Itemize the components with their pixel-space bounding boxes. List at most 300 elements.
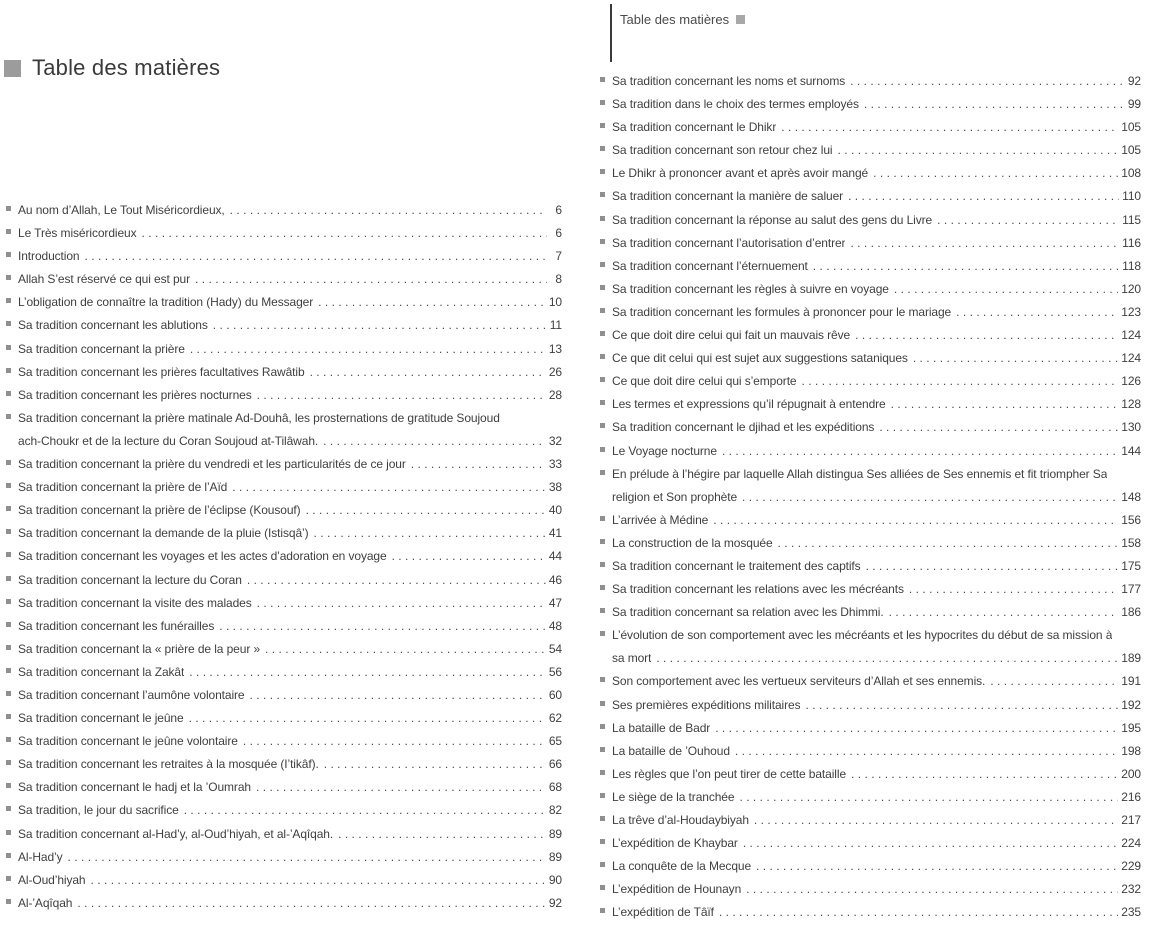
page-number: 195 (1121, 720, 1141, 735)
page-number: 229 (1121, 859, 1141, 874)
page-number: 108 (1121, 166, 1141, 181)
toc-entry-label: La bataille de ’Ouhoud (612, 743, 730, 758)
dot-leader (722, 440, 1118, 463)
page-number: 105 (1121, 120, 1141, 135)
toc-entry[interactable] (6, 199, 562, 222)
page-number: 56 (548, 664, 562, 679)
toc-entry[interactable] (6, 222, 562, 245)
toc-entry[interactable] (6, 615, 562, 638)
toc-entry-label: La bataille de Badr (612, 720, 711, 735)
toc-entry-label: Sa tradition concernant la visite des malades (18, 595, 252, 610)
bullet-square-icon (600, 539, 605, 544)
bullet-square-icon (6, 460, 11, 465)
bullet-square-icon (600, 423, 605, 428)
page-number: 116 (1122, 235, 1141, 250)
bullet-square-icon (6, 483, 11, 488)
toc-entry[interactable] (600, 763, 1141, 786)
dot-leader (91, 869, 546, 892)
bullet-square-icon (6, 345, 11, 350)
toc-entry-label: ach-Choukr et de la lecture du Coran Soujoud at-Tilâwah. (18, 433, 319, 448)
dot-leader (778, 532, 1119, 555)
toc-entry-label: Sa tradition concernant la réponse au salut des gens du Livre (612, 212, 933, 227)
bullet-square-icon (6, 876, 11, 881)
bullet-square-icon (600, 285, 605, 290)
dot-leader (243, 730, 546, 753)
page-number: 32 (548, 433, 562, 448)
page-number: 40 (548, 503, 562, 518)
page-number: 175 (1121, 558, 1141, 573)
page-number: 186 (1121, 605, 1141, 620)
bullet-square-icon (6, 298, 11, 303)
dot-leader (250, 684, 546, 707)
dot-leader (855, 324, 1118, 347)
dot-leader (873, 162, 1118, 185)
bullet-square-icon (600, 123, 605, 128)
toc-entry-label: Ce que doit dire celui qui s’emporte (612, 374, 797, 389)
toc-entry-continuation[interactable] (600, 647, 1141, 670)
toc-entry-label: L’expédition de Khaybar (612, 836, 738, 851)
page-number: 10 (548, 295, 562, 310)
toc-entry[interactable] (600, 624, 1141, 647)
toc-entry-label: Sa tradition concernant la prière (18, 341, 185, 356)
page-number: 115 (1122, 212, 1141, 227)
toc-entry-label: La construction de la mosquée (612, 535, 773, 550)
dot-leader (323, 430, 546, 453)
dot-leader (190, 338, 546, 361)
page-number: 191 (1121, 674, 1141, 689)
toc-entry-label: Ce que doit dire celui qui fait un mauvais rêve (612, 328, 851, 343)
toc-entry-label: La trêve d’al-Houdaybiyah (612, 813, 749, 827)
toc-entry[interactable] (6, 799, 562, 822)
heading-marker-square-icon (4, 60, 21, 77)
toc-entry-label: Al-Had’y (18, 849, 63, 864)
toc-entry[interactable] (600, 832, 1141, 855)
dot-leader (257, 592, 546, 615)
toc-entry[interactable] (600, 601, 1141, 624)
toc-entry-label: La conquête de la Mecque (612, 859, 752, 874)
page-number: 217 (1121, 813, 1141, 827)
dot-leader (715, 717, 1118, 740)
dot-leader (891, 393, 1119, 416)
page-number: 92 (1127, 74, 1141, 88)
toc-entry[interactable] (600, 555, 1141, 578)
dot-leader (195, 268, 547, 291)
toc-entry-label: Sa tradition concernant les prières facultatives Rawâtib (18, 364, 305, 379)
bullet-square-icon (600, 192, 605, 197)
page-number: 200 (1121, 766, 1141, 781)
toc-entry[interactable] (6, 545, 562, 568)
bullet-square-icon (600, 793, 605, 798)
toc-entry-label: Le siège de la tranchée (612, 789, 735, 804)
page-number: 126 (1121, 374, 1141, 389)
page-number: 54 (548, 641, 562, 656)
dot-leader (719, 901, 1118, 924)
toc-entry[interactable] (600, 278, 1141, 301)
toc-entry-label: Sa tradition concernant les règles à suivre en voyage (612, 281, 889, 296)
toc-entry[interactable] (6, 522, 562, 545)
toc-entry-label: Sa tradition concernant la manière de saluer (612, 189, 844, 204)
toc-entry[interactable] (6, 684, 562, 707)
toc-entry[interactable] (600, 139, 1141, 162)
bullet-square-icon (6, 714, 11, 719)
toc-entry[interactable] (600, 509, 1141, 532)
toc-entry[interactable] (600, 93, 1141, 116)
dot-leader (256, 776, 546, 799)
toc-entry[interactable] (6, 776, 562, 799)
toc-entry-label: Sa tradition concernant l’aumône volontaire (18, 687, 245, 702)
toc-entry[interactable] (6, 661, 562, 684)
dot-leader (848, 185, 1119, 208)
page-number: 118 (1122, 258, 1141, 273)
toc-entry-label: Sa tradition, le jour du sacrifice (18, 803, 179, 818)
page-number: 66 (548, 757, 562, 772)
toc-entry-label: Le Dhikr à prononcer avant et après avoir mangé (612, 166, 869, 181)
page-number: 11 (549, 318, 562, 333)
dot-leader (813, 255, 1119, 278)
toc-entry[interactable] (6, 823, 562, 846)
toc-entry-label: L’expédition de Tâïf (612, 905, 714, 920)
toc-entry[interactable] (600, 670, 1141, 693)
dot-leader (990, 670, 1118, 693)
toc-entry[interactable] (600, 162, 1141, 185)
dot-leader (743, 832, 1118, 855)
toc-entry[interactable] (6, 707, 562, 730)
toc-entry[interactable] (6, 407, 562, 430)
dot-leader (338, 823, 546, 846)
toc-entry[interactable] (600, 901, 1141, 924)
page-number: 26 (548, 364, 562, 379)
toc-entry[interactable] (600, 393, 1141, 416)
dot-leader (257, 384, 546, 407)
dot-leader (411, 453, 546, 476)
toc-entry-label: Sa tradition concernant la « prière de la peur » (18, 641, 261, 656)
toc-entry[interactable] (6, 361, 562, 384)
dot-leader (864, 93, 1125, 116)
toc-entry[interactable] (600, 440, 1141, 463)
bullet-square-icon (6, 853, 11, 858)
toc-entry-label: sa mort (612, 651, 652, 666)
page-number: 124 (1121, 328, 1141, 343)
bullet-square-icon (600, 608, 605, 613)
toc-entry-label: Les termes et expressions qu’il répugnait à entendre (612, 397, 886, 412)
toc-entry[interactable] (600, 232, 1141, 255)
toc-entry[interactable] (6, 476, 562, 499)
bullet-square-icon (600, 77, 605, 82)
page-number: 192 (1121, 697, 1141, 712)
bullet-square-icon (600, 585, 605, 590)
dot-leader (184, 799, 546, 822)
bullet-square-icon (6, 206, 11, 211)
page-number: 92 (548, 895, 562, 910)
page-number: 6 (555, 226, 562, 241)
toc-entry-label: Sa tradition concernant le traitement des captifs (612, 558, 861, 573)
toc-entry[interactable] (600, 878, 1141, 901)
page-number: 216 (1121, 789, 1141, 804)
bullet-square-icon (600, 862, 605, 867)
toc-entry[interactable] (600, 324, 1141, 347)
toc-entry[interactable] (6, 384, 562, 407)
bullet-square-icon (600, 770, 605, 775)
toc-entry[interactable] (6, 499, 562, 522)
toc-entry-label: L’obligation de connaître la tradition (Hady) du Messager (18, 295, 314, 310)
toc-entry-label: Sa tradition concernant les relations avec les mécréants (612, 582, 904, 597)
dot-leader (889, 601, 1119, 624)
page-number: 47 (548, 595, 562, 610)
bullet-square-icon (600, 377, 605, 382)
toc-entry[interactable] (600, 416, 1141, 439)
page-number: 99 (1127, 97, 1141, 112)
toc-entry-label: Sa tradition dans le choix des termes employés (612, 97, 859, 112)
toc-heading-label: Table des matières (32, 55, 221, 80)
dot-leader (318, 291, 546, 314)
bullet-square-icon (600, 308, 605, 313)
bullet-square-icon (6, 529, 11, 534)
bullet-square-icon (6, 806, 11, 811)
dot-leader (894, 278, 1118, 301)
toc-entry[interactable] (6, 730, 562, 753)
toc-entry-label: L’évolution de son comportement avec les mécréants et les hypocrites du début de sa mission à (612, 628, 1113, 643)
page-number: 6 (555, 203, 562, 217)
page-number: 105 (1121, 143, 1141, 158)
dot-leader (742, 486, 1118, 509)
toc-entry-label: Sa tradition concernant l’éternuement (612, 258, 808, 273)
toc-entry-label: Al-’Aqîqah (18, 895, 73, 910)
bullet-square-icon (600, 677, 605, 682)
toc-entry-label: Sa tradition concernant les prières nocturnes (18, 387, 252, 402)
toc-entry-label: Sa tradition concernant le Dhikr (612, 120, 777, 135)
toc-entry[interactable] (6, 892, 562, 915)
toc-entry-label: Sa tradition concernant le hadj et la ’Oumrah (18, 780, 251, 795)
toc-entry[interactable] (600, 185, 1141, 208)
page-number: 82 (548, 803, 562, 818)
page-number: 13 (548, 341, 562, 356)
toc-entry-label: Au nom d’Allah, Le Tout Miséricordieux, (18, 203, 225, 217)
dot-leader (851, 763, 1118, 786)
toc-entry[interactable] (6, 869, 562, 892)
page-number: 124 (1121, 351, 1141, 366)
page-number: 8 (555, 272, 562, 287)
bullet-square-icon (6, 414, 11, 419)
toc-entry-label: Sa tradition concernant les noms et surnoms (612, 74, 846, 88)
toc-entry-continuation[interactable] (6, 430, 562, 453)
toc-entry-label: religion et Son prophète (612, 489, 738, 504)
page-number: 60 (548, 687, 562, 702)
toc-entry-label: Le Très miséricordieux (18, 226, 137, 241)
toc-entry-label: Sa tradition concernant sa relation avec les Dhimmi. (612, 605, 884, 620)
toc-entry[interactable] (600, 70, 1141, 93)
toc-entry[interactable] (600, 347, 1141, 370)
toc-entry-label: Sa tradition concernant les retraites à la mosquée (I’tikâf). (18, 757, 319, 772)
header-marker-square-icon (736, 15, 745, 24)
toc-list-right (600, 70, 1141, 924)
toc-entry-label: Sa tradition concernant la demande de la pluie (Istisqâ’) (18, 526, 309, 541)
toc-entry-label: Sa tradition concernant la prière de l’éclipse (Kousouf) (18, 503, 301, 518)
bullet-square-icon (600, 562, 605, 567)
bullet-square-icon (6, 552, 11, 557)
dot-leader (754, 809, 1118, 832)
toc-entry-label: L’expédition de Hounayn (612, 882, 742, 897)
bullet-square-icon (6, 783, 11, 788)
toc-entry-label: Sa tradition concernant les ablutions (18, 318, 208, 333)
bullet-square-icon (6, 576, 11, 581)
bullet-square-icon (600, 470, 605, 475)
toc-entry-label: Ce que dit celui qui est sujet aux suggestions sataniques (612, 351, 908, 366)
toc-list-left (6, 199, 562, 915)
bullet-square-icon (600, 354, 605, 359)
bullet-square-icon (600, 701, 605, 706)
toc-entry[interactable] (600, 694, 1141, 717)
toc-entry[interactable] (6, 268, 562, 291)
toc-entry[interactable] (6, 569, 562, 592)
toc-entry-label: Ses premières expéditions militaires (612, 697, 801, 712)
dot-leader (310, 361, 546, 384)
dot-leader (306, 499, 546, 522)
bullet-square-icon (6, 252, 11, 257)
running-header (610, 4, 745, 62)
toc-entry[interactable] (6, 753, 562, 776)
dot-leader (756, 855, 1118, 878)
toc-entry-label: Sa tradition concernant l’autorisation d’entrer (612, 235, 846, 250)
page-number: 130 (1121, 420, 1141, 435)
running-header-label: Table des matières (620, 12, 730, 27)
toc-entry[interactable] (600, 717, 1141, 740)
page-number: 46 (548, 572, 562, 587)
dot-leader (68, 846, 546, 869)
page-number: 158 (1121, 535, 1141, 550)
toc-entry-continuation[interactable] (600, 486, 1141, 509)
dot-leader (956, 301, 1118, 324)
dot-leader (232, 476, 546, 499)
page-number: 232 (1121, 882, 1141, 897)
page-number: 120 (1121, 281, 1141, 296)
bullet-square-icon (600, 747, 605, 752)
bullet-square-icon (6, 506, 11, 511)
toc-entry[interactable] (600, 116, 1141, 139)
toc-entry[interactable] (6, 846, 562, 869)
page-number: 7 (555, 249, 562, 264)
toc-entry[interactable] (6, 314, 562, 337)
toc-entry-label: Allah S’est réservé ce qui est pur (18, 272, 191, 287)
toc-entry[interactable] (600, 578, 1141, 601)
toc-entry[interactable] (6, 291, 562, 314)
dot-leader (735, 740, 1118, 763)
bullet-square-icon (6, 391, 11, 396)
bullet-square-icon (6, 760, 11, 765)
toc-entry-label: Al-Oud’hiyah (18, 872, 86, 887)
page-number: 144 (1121, 443, 1141, 458)
dot-leader (713, 509, 1118, 532)
bullet-square-icon (6, 622, 11, 627)
toc-entry-label: Introduction (18, 249, 80, 264)
bullet-square-icon (600, 885, 605, 890)
dot-leader (850, 232, 1119, 255)
dot-leader (247, 569, 546, 592)
dot-leader (219, 615, 546, 638)
bullet-square-icon (6, 275, 11, 280)
dot-leader (838, 139, 1119, 162)
toc-entry-label: Sa tradition concernant les formules à prononcer pour le mariage (612, 304, 952, 319)
toc-entry[interactable] (6, 638, 562, 661)
page-number: 68 (548, 780, 562, 795)
dot-leader (866, 555, 1119, 578)
bullet-square-icon (600, 839, 605, 844)
bullet-square-icon (600, 400, 605, 405)
toc-entry-label: Sa tradition concernant la Zakât (18, 664, 185, 679)
toc-entry[interactable] (6, 592, 562, 615)
dot-leader (392, 545, 546, 568)
toc-entry[interactable] (600, 301, 1141, 324)
bullet-square-icon (6, 321, 11, 326)
dot-leader (656, 647, 1118, 670)
page-number: 90 (548, 872, 562, 887)
page-number: 235 (1121, 905, 1141, 920)
bullet-square-icon (600, 216, 605, 221)
toc-heading (4, 55, 220, 81)
toc-entry[interactable] (6, 453, 562, 476)
bullet-square-icon (600, 631, 605, 636)
bullet-square-icon (6, 645, 11, 650)
dot-leader (189, 707, 546, 730)
toc-entry[interactable] (6, 245, 562, 268)
bullet-square-icon (600, 262, 605, 267)
toc-entry-label: Sa tradition concernant la prière matinale Ad-Douhâ, les prosternations de gratitude Soujoud (18, 410, 500, 425)
bullet-square-icon (600, 100, 605, 105)
dot-leader (313, 522, 545, 545)
page-number: 89 (548, 826, 562, 841)
toc-entry-label: Sa tradition concernant le jeûne volontaire (18, 734, 238, 749)
toc-entry[interactable] (600, 463, 1141, 486)
toc-entry-label: Sa tradition concernant la prière de l’Aïd (18, 480, 228, 495)
page-number: 89 (548, 849, 562, 864)
toc-entry[interactable] (6, 338, 562, 361)
bullet-square-icon (600, 816, 605, 821)
toc-entry-label: Son comportement avec les vertueux serviteurs d’Allah et ses ennemis. (612, 674, 986, 689)
bullet-square-icon (600, 724, 605, 729)
page-number: 148 (1121, 489, 1141, 504)
running-header-inner (620, 4, 745, 27)
toc-entry-label: Sa tradition concernant les voyages et les actes d’adoration en voyage (18, 549, 387, 564)
toc-entry[interactable] (600, 532, 1141, 555)
toc-entry-label: Sa tradition concernant la lecture du Coran (18, 572, 242, 587)
toc-entry[interactable] (600, 209, 1141, 232)
toc-entry[interactable] (600, 809, 1141, 832)
dot-leader (746, 878, 1118, 901)
toc-entry-label: Le Voyage nocturne (612, 443, 717, 458)
dot-leader (850, 70, 1125, 93)
toc-entry-label: Sa tradition concernant les funérailles (18, 618, 215, 633)
dot-leader (142, 222, 547, 245)
page-number: 189 (1121, 651, 1141, 666)
page-number: 28 (548, 387, 562, 402)
dot-leader (805, 694, 1118, 717)
toc-entry[interactable] (600, 855, 1141, 878)
toc-entry[interactable] (600, 786, 1141, 809)
dot-leader (213, 314, 547, 337)
bullet-square-icon (600, 146, 605, 151)
page-number: 62 (548, 711, 562, 726)
toc-entry-label: L’arrivée à Médine (612, 512, 709, 527)
bullet-square-icon (600, 169, 605, 174)
bullet-square-icon (6, 899, 11, 904)
dot-leader (802, 370, 1119, 393)
toc-entry[interactable] (600, 370, 1141, 393)
page-number: 177 (1121, 582, 1141, 597)
page-number: 128 (1121, 397, 1141, 412)
toc-entry-label: Sa tradition concernant la prière du vendredi et les particularités de ce jour (18, 457, 406, 472)
toc-entry[interactable] (600, 255, 1141, 278)
bullet-square-icon (6, 737, 11, 742)
toc-entry[interactable] (600, 740, 1141, 763)
